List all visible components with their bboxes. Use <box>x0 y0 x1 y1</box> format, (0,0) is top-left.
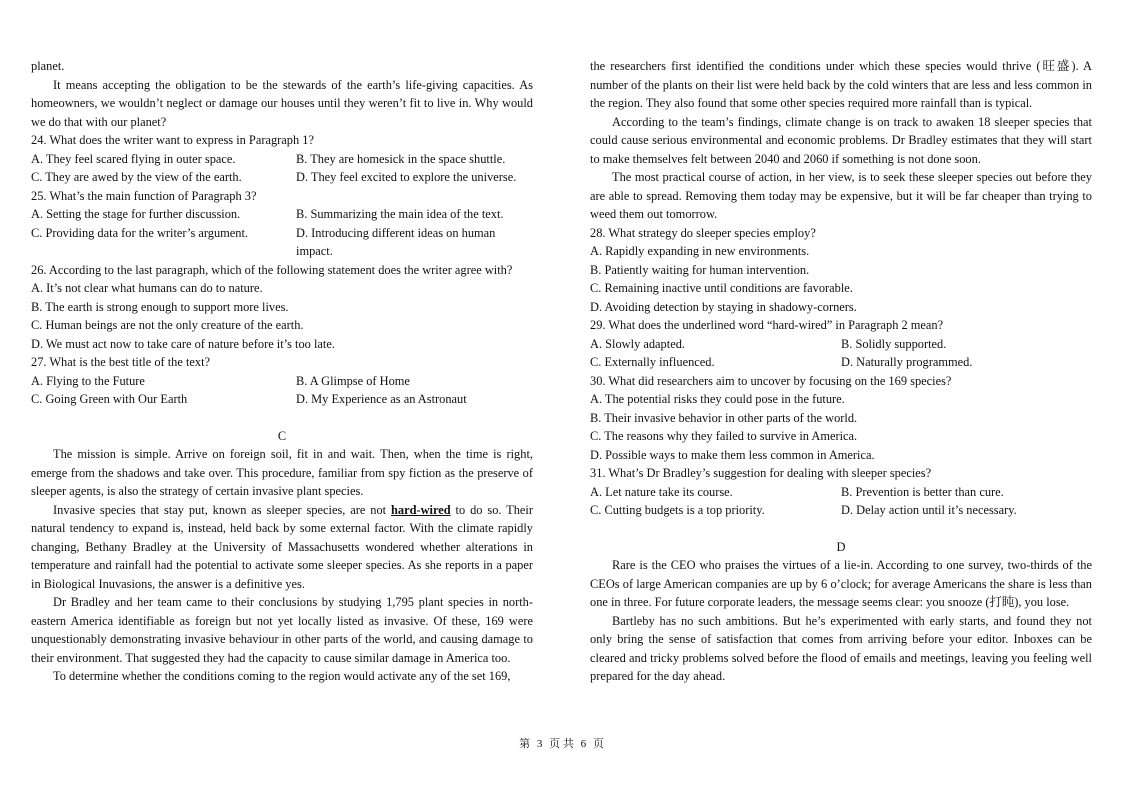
text: to do so. Their natural tendency to expand is, instead, held back by some external factor. With the climate rapidly changing, Bethany Bradley at the University of Massachusetts wondered whether alterations in temperature and rainfall had the potential to activate some sleeper species. As she reports in a paper in Biological Inuvasions, the answer is a definitive yes. <box>31 502 533 591</box>
footer-text: 第 <box>519 738 531 750</box>
page-footer <box>0 735 1123 754</box>
options-25 <box>31 205 533 261</box>
option-b: B. The earth is strong enough to support more lives. <box>31 299 289 314</box>
question-30: 30. What did researchers aim to uncover by focusing on the 169 species? <box>590 373 952 388</box>
paragraph: Bartleby has no such ambitions. But he’s experimented with early starts, and found they not only bring the sense of satisfaction that comes from arriving before your editor. Inboxes can be cleared and tricky problems solved before the flood of emails and meetings, leaving you feeling well prepared for the day ahead. <box>590 613 1092 683</box>
question-25: 25. What’s the main function of Paragraph 3? <box>31 188 257 203</box>
paragraph-continued: the researchers first identified the conditions under which these species would thrive (旺盛). A number of the plants on their list were held back by the cold winters that are less and less common in the region. They also found that some other species required more rainfall than is typical. <box>590 59 1092 110</box>
page-number: 3 <box>536 738 543 750</box>
question-26: 26. According to the last paragraph, which of the following statement does the writer agree with? <box>31 262 513 277</box>
right-column <box>590 57 1092 686</box>
paragraph: To determine whether the conditions coming to the region would activate any of the set 169, <box>53 669 511 683</box>
section-heading-d: D <box>836 539 846 554</box>
left-column <box>31 57 533 686</box>
option-d: D. Naturally programmed. <box>841 355 973 369</box>
option-a: A. The potential risks they could pose in the future. <box>590 392 845 406</box>
option-c: C. Going Green with Our Earth <box>31 392 188 406</box>
options-26 <box>31 279 533 353</box>
underlined-word: hard-wired <box>391 502 451 517</box>
paragraph: The most practical course of action, in her view, is to seek these sleeper species out before they are able to spread. Removing them today may be expensive, but it will be far cheaper than trying to weed them out tomorrow. <box>590 170 1092 221</box>
option-c: C. Cutting budgets is a top priority. <box>590 503 765 517</box>
option-a: A. Let nature take its course. <box>590 484 733 499</box>
question-27: 27. What is the best title of the text? <box>31 355 211 369</box>
option-a: A. Rapidly expanding in new environments. <box>590 244 810 258</box>
option-c: C. Providing data for the writer’s argument. <box>31 225 249 240</box>
option-b: B. Prevention is better than cure. <box>841 484 1004 499</box>
paragraph: Dr Bradley and her team came to their conclusions by studying 1,795 plant species in north-eastern America identifiable as foreign but not yet locally listed as invasive. Of these, 169 were unquestionably demonstrating invasive behaviour in other parts of the world, and causing damage to their environment. That suggested they had the capacity to cause similar damage in America too. <box>31 595 533 665</box>
options-29 <box>590 335 1092 372</box>
option-c: C. Remaining inactive until conditions are favorable. <box>590 281 853 295</box>
option-d: D. We must act now to take care of nature before it’s too late. <box>31 336 335 351</box>
question-31: 31. What’s Dr Bradley’s suggestion for dealing with sleeper species? <box>590 466 932 480</box>
option-b: B. Patiently waiting for human intervention. <box>590 262 810 277</box>
option-b: B. Solidly supported. <box>841 336 947 351</box>
options-31 <box>590 483 1092 520</box>
option-d: D. My Experience as an Astronaut <box>296 392 467 406</box>
option-c: C. Human beings are not the only creature of the earth. <box>31 318 304 332</box>
page-total: 6 <box>580 738 587 750</box>
option-a: A. Setting the stage for further discussion. <box>31 207 241 221</box>
option-a: A. They feel scared flying in outer space. <box>31 151 236 166</box>
footer-text: 页 <box>549 738 561 750</box>
option-b: B. A Glimpse of Home <box>296 373 410 388</box>
options-27 <box>31 372 533 409</box>
paragraph: The mission is simple. Arrive on foreign soil, fit in and wait. Then, when the time is right, emerge from the shadows and take over. This procedure, familiar from spy fiction as the preserve of sleeper agents, is also the strategy of certain invasive plant species. <box>31 447 533 498</box>
question-28: 28. What strategy do sleeper species employ? <box>590 225 816 240</box>
footer-text: 共 <box>562 738 574 750</box>
option-a: A. Flying to the Future <box>31 373 145 388</box>
option-a: A. Slowly adapted. <box>590 336 685 351</box>
paragraph: Rare is the CEO who praises the virtues of a lie-in. According to one survey, two-thirds of the CEOs of large American companies are up by 6 o’clock; for average Americans the share is less than one in three. For future corporate leaders, the message seems clear: you snooze (打盹), you lose. <box>590 558 1092 609</box>
text: Invasive species that stay put, known as sleeper species, are not <box>53 502 391 517</box>
option-d: D. Introducing different ideas on human impact. <box>296 225 496 258</box>
option-a: A. It’s not clear what humans can do to nature. <box>31 281 263 295</box>
section-heading-c: C <box>277 428 287 443</box>
options-30 <box>590 390 1092 464</box>
option-d: D. Delay action until it’s necessary. <box>841 503 1017 517</box>
question-29: 29. What does the underlined word “hard-wired” in Paragraph 2 mean? <box>590 318 944 332</box>
option-c: C. The reasons why they failed to survive in America. <box>590 429 858 443</box>
paragraph: It means accepting the obligation to be the stewards of the earth’s life-giving capacities. As homeowners, we wouldn’t neglect or damage our houses until they weren’t fit to live in. Why would we do that with our planet? <box>31 77 533 129</box>
option-d: D. They feel excited to explore the universe. <box>296 170 517 184</box>
options-24 <box>31 150 533 187</box>
question-24: 24. What does the writer want to express in Paragraph 1? <box>31 133 314 147</box>
option-d: D. Possible ways to make them less common in America. <box>590 447 875 462</box>
option-b: B. Summarizing the main idea of the text. <box>296 207 504 221</box>
paragraph-continued: planet. <box>31 59 65 73</box>
paragraph: According to the team’s findings, climate change is on track to awaken 18 sleeper species that could cause serious environmental and economic problems. Dr Bradley estimates that they will start to make themselves felt between 2040 and 2060 if something is not done soon. <box>590 114 1092 166</box>
option-d: D. Avoiding detection by staying in shadowy-corners. <box>590 299 857 314</box>
options-28 <box>590 242 1092 316</box>
paragraph <box>31 501 533 594</box>
option-c: C. Externally influenced. <box>590 355 715 369</box>
footer-text: 页 <box>592 738 604 750</box>
option-b: B. They are homesick in the space shuttle. <box>296 151 506 166</box>
option-c: C. They are awed by the view of the earth. <box>31 170 242 184</box>
option-b: B. Their invasive behavior in other parts of the world. <box>590 410 858 425</box>
